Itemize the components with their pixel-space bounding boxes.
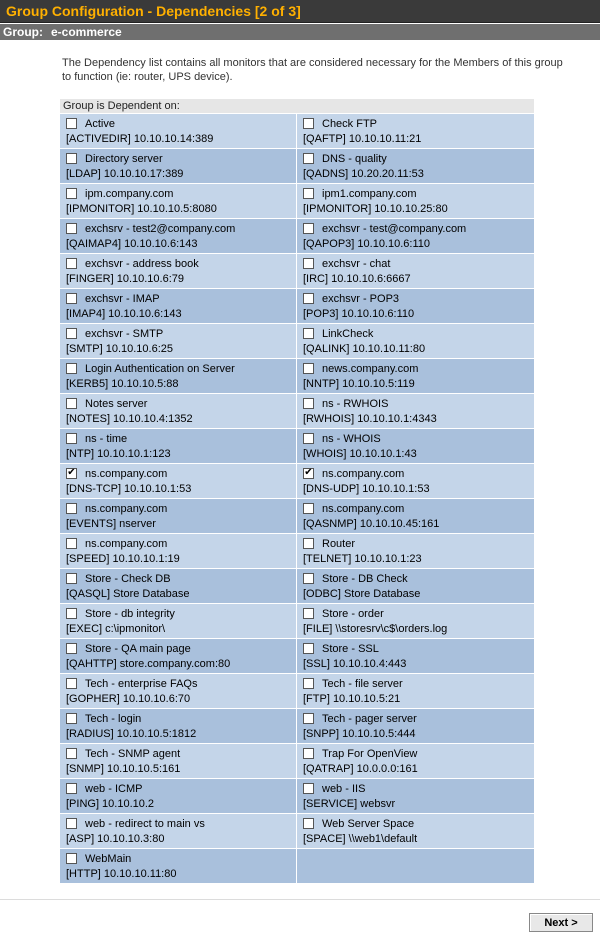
monitor-name: Directory server <box>85 153 163 165</box>
monitor-detail: [SNPP] 10.10.10.5:444 <box>303 728 416 740</box>
monitor-name-line <box>66 152 296 167</box>
monitor-name-line <box>66 782 296 797</box>
monitor-name: Tech - login <box>85 713 142 725</box>
monitor-row <box>60 639 534 674</box>
monitor-detail: [SNMP] 10.10.10.5:161 <box>66 763 181 775</box>
monitor-name-line <box>303 187 534 202</box>
page-title: Group Configuration - Dependencies [2 of 3] <box>0 0 600 23</box>
monitor-detail: [EVENTS] nserver <box>66 518 156 530</box>
monitor-row <box>60 464 534 499</box>
monitor-name: ns - WHOIS <box>322 433 381 445</box>
monitor-row <box>60 324 534 359</box>
monitor-checkbox[interactable] <box>66 538 77 549</box>
monitor-name: Tech - enterprise FAQs <box>85 678 198 690</box>
monitor-item <box>60 464 297 499</box>
monitor-name: Check FTP <box>322 118 378 130</box>
monitor-name-line <box>66 852 296 867</box>
monitor-item <box>297 674 534 709</box>
monitor-item <box>297 744 534 779</box>
dependency-list-header: Group is Dependent on: <box>60 99 534 114</box>
monitor-name: Web Server Space <box>322 818 415 830</box>
monitor-name: Store - db integrity <box>85 608 175 620</box>
monitor-row <box>60 569 534 604</box>
monitor-row <box>60 779 534 814</box>
monitor-name: ns.company.com <box>322 468 405 480</box>
monitor-detail: [POP3] 10.10.10.6:110 <box>303 308 415 320</box>
monitor-checkbox[interactable] <box>303 433 314 444</box>
monitor-detail: [IPMONITOR] 10.10.10.25:80 <box>303 203 448 215</box>
monitor-name: Store - order <box>322 608 384 620</box>
monitor-checkbox[interactable] <box>66 398 77 409</box>
monitor-name-line <box>303 222 534 237</box>
monitor-item <box>297 324 534 359</box>
monitor-name-line <box>66 222 296 237</box>
monitor-item <box>297 499 534 534</box>
monitor-checkbox[interactable] <box>303 223 314 234</box>
monitor-item <box>60 394 297 429</box>
monitor-name: news.company.com <box>322 363 419 375</box>
monitor-name-line <box>66 607 296 622</box>
monitor-checkbox[interactable] <box>66 853 77 864</box>
monitor-item <box>60 814 297 849</box>
monitor-name-line <box>66 432 296 447</box>
monitor-detail: [QAPOP3] 10.10.10.6:110 <box>303 238 430 250</box>
monitor-detail: [HTTP] 10.10.10.11:80 <box>66 868 177 880</box>
monitor-item <box>297 289 534 324</box>
monitor-item <box>297 534 534 569</box>
monitor-checkbox[interactable] <box>303 398 314 409</box>
monitor-detail: [IRC] 10.10.10.6:6667 <box>303 273 411 285</box>
monitor-checkbox[interactable]: ✔ <box>67 467 76 478</box>
monitor-checkbox[interactable] <box>303 783 314 794</box>
monitor-name: ipm.company.com <box>85 188 174 200</box>
monitor-checkbox[interactable] <box>303 188 314 199</box>
monitor-name-line <box>303 747 534 762</box>
monitor-name-line <box>66 502 296 517</box>
monitor-name: Store - Check DB <box>85 573 171 585</box>
monitor-name-line <box>66 292 296 307</box>
monitor-item <box>60 289 297 324</box>
monitor-name: Store - QA main page <box>85 643 191 655</box>
monitor-item <box>297 219 534 254</box>
monitor-detail: [QATRAP] 10.0.0.0:161 <box>303 763 418 775</box>
monitor-name-line <box>66 537 296 552</box>
monitor-detail: [FTP] 10.10.10.5:21 <box>303 693 401 705</box>
monitor-detail: [QASNMP] 10.10.10.45:161 <box>303 518 440 530</box>
monitor-checkbox[interactable] <box>66 503 77 514</box>
monitor-name-line <box>303 572 534 587</box>
monitor-checkbox[interactable] <box>66 223 77 234</box>
monitor-checkbox[interactable] <box>303 678 314 689</box>
dependency-rows <box>60 114 534 884</box>
monitor-item <box>60 849 297 884</box>
monitor-name: Store - DB Check <box>322 573 408 585</box>
monitor-name-line <box>303 502 534 517</box>
monitor-name-line <box>303 817 534 832</box>
monitor-detail: [QALINK] 10.10.10.11:80 <box>303 343 426 355</box>
monitor-checkbox[interactable] <box>66 258 77 269</box>
monitor-name: web - IIS <box>322 783 366 795</box>
monitor-name-line <box>66 327 296 342</box>
monitor-checkbox[interactable] <box>66 328 77 339</box>
monitor-name: exchsvr - IMAP <box>85 293 160 305</box>
next-button[interactable]: Next > <box>529 913 593 932</box>
monitor-item <box>60 744 297 779</box>
monitor-checkbox[interactable] <box>303 118 314 129</box>
monitor-name: exchsrv - test2@company.com <box>85 223 236 235</box>
monitor-item <box>60 324 297 359</box>
footer-divider <box>0 899 600 900</box>
monitor-name: Tech - file server <box>322 678 403 690</box>
monitor-row <box>60 709 534 744</box>
description-text: The Dependency list contains all monitors that are considered necessary for the Members of this group to function (ie: router, UPS device). <box>62 57 563 83</box>
monitor-item <box>60 674 297 709</box>
monitor-name-line <box>66 642 296 657</box>
monitor-checkbox[interactable] <box>303 293 314 304</box>
monitor-detail: [EXEC] c:\ipmonitor\ <box>66 623 166 635</box>
monitor-detail: [RADIUS] 10.10.10.5:1812 <box>66 728 197 740</box>
monitor-name: Tech - pager server <box>322 713 417 725</box>
monitor-checkbox[interactable] <box>303 748 314 759</box>
monitor-checkbox[interactable] <box>303 363 314 374</box>
monitor-detail: [FINGER] 10.10.10.6:79 <box>66 273 185 285</box>
monitor-name: exchsvr - chat <box>322 258 391 270</box>
monitor-checkbox[interactable] <box>303 643 314 654</box>
monitor-name-line <box>66 747 296 762</box>
monitor-item <box>297 639 534 674</box>
monitor-detail: [KERB5] 10.10.10.5:88 <box>66 378 179 390</box>
monitor-checkbox[interactable] <box>66 118 77 129</box>
monitor-name-line <box>66 397 296 412</box>
monitor-row <box>60 394 534 429</box>
monitor-name-line <box>303 292 534 307</box>
monitor-item <box>297 779 534 814</box>
monitor-detail: [FILE] \\storesrv\c$\orders.log <box>303 623 448 635</box>
monitor-row <box>60 114 534 149</box>
monitor-name: ns.company.com <box>85 538 168 550</box>
monitor-detail: [NTP] 10.10.10.1:123 <box>66 448 171 460</box>
monitor-name: Active <box>85 118 115 130</box>
monitor-item <box>60 149 297 184</box>
monitor-checkbox[interactable] <box>303 258 314 269</box>
monitor-checkbox[interactable] <box>66 153 77 164</box>
monitor-row <box>60 289 534 324</box>
monitor-name-line <box>303 677 534 692</box>
monitor-name: ipm1.company.com <box>322 188 417 200</box>
monitor-checkbox[interactable] <box>66 293 77 304</box>
monitor-detail: [ASP] 10.10.10.3:80 <box>66 833 165 845</box>
monitor-detail: [RWHOIS] 10.10.10.1:4343 <box>303 413 437 425</box>
monitor-row <box>60 604 534 639</box>
monitor-name: Trap For OpenView <box>322 748 418 760</box>
empty-cell <box>297 849 534 884</box>
monitor-item <box>60 779 297 814</box>
monitor-detail: [SSL] 10.10.10.4:443 <box>303 658 407 670</box>
monitor-name: Notes server <box>85 398 148 410</box>
monitor-name: exchsvr - POP3 <box>322 293 400 305</box>
monitor-row <box>60 219 534 254</box>
monitor-row <box>60 814 534 849</box>
monitor-detail: [QAFTP] 10.10.10.11:21 <box>303 133 422 145</box>
monitor-name-line <box>303 397 534 412</box>
monitor-checkbox[interactable] <box>66 678 77 689</box>
monitor-detail: [SPEED] 10.10.10.1:19 <box>66 553 180 565</box>
monitor-item <box>297 569 534 604</box>
monitor-name: Store - SSL <box>322 643 379 655</box>
monitor-checkbox[interactable] <box>303 608 314 619</box>
monitor-detail: [IPMONITOR] 10.10.10.5:8080 <box>66 203 217 215</box>
monitor-name: exchsvr - address book <box>85 258 199 270</box>
monitor-item <box>297 394 534 429</box>
monitor-item <box>297 429 534 464</box>
monitor-checkbox[interactable] <box>303 153 314 164</box>
monitor-name-line <box>303 117 534 132</box>
monitor-item <box>60 184 297 219</box>
monitor-name: ns.company.com <box>85 503 168 515</box>
monitor-checkbox[interactable] <box>66 433 77 444</box>
monitor-detail: [TELNET] 10.10.10.1:23 <box>303 553 422 565</box>
monitor-item <box>297 149 534 184</box>
monitor-item <box>297 114 534 149</box>
monitor-name: Router <box>322 538 356 550</box>
monitor-detail: [QAHTTP] store.company.com:80 <box>66 658 231 670</box>
group-label: Group: <box>3 25 43 39</box>
monitor-name-line <box>66 257 296 272</box>
monitor-name-line <box>303 712 534 727</box>
monitor-detail: [ACTIVEDIR] 10.10.10.14:389 <box>66 133 214 145</box>
monitor-item <box>60 709 297 744</box>
monitor-item <box>297 184 534 219</box>
monitor-name-line <box>66 187 296 202</box>
monitor-checkbox[interactable] <box>66 573 77 584</box>
monitor-name-line <box>303 467 534 482</box>
monitor-detail: [ODBC] Store Database <box>303 588 421 600</box>
monitor-name-line <box>303 782 534 797</box>
monitor-name: ns - RWHOIS <box>322 398 389 410</box>
monitor-name: ns - time <box>85 433 128 445</box>
monitor-row <box>60 184 534 219</box>
monitor-name: LinkCheck <box>322 328 374 340</box>
monitor-name-line <box>303 432 534 447</box>
monitor-item <box>297 254 534 289</box>
monitor-detail: [WHOIS] 10.10.10.1:43 <box>303 448 417 460</box>
monitor-item <box>60 219 297 254</box>
monitor-row <box>60 359 534 394</box>
monitor-row <box>60 254 534 289</box>
monitor-item <box>297 604 534 639</box>
monitor-name: ns.company.com <box>322 503 405 515</box>
monitor-name-line <box>303 152 534 167</box>
monitor-detail: [IMAP4] 10.10.10.6:143 <box>66 308 182 320</box>
monitor-detail: [SPACE] \\web1\default <box>303 833 418 845</box>
monitor-checkbox[interactable] <box>66 363 77 374</box>
monitor-checkbox[interactable] <box>66 643 77 654</box>
monitor-detail: [SMTP] 10.10.10.6:25 <box>66 343 174 355</box>
monitor-row <box>60 744 534 779</box>
monitor-name-line <box>303 362 534 377</box>
monitor-checkbox[interactable] <box>66 783 77 794</box>
monitor-checkbox[interactable] <box>303 573 314 584</box>
monitor-item <box>60 114 297 149</box>
dependency-list <box>60 99 534 884</box>
monitor-name-line <box>66 712 296 727</box>
monitor-name: ns.company.com <box>85 468 168 480</box>
monitor-detail: [NOTES] 10.10.10.4:1352 <box>66 413 193 425</box>
monitor-checkbox[interactable] <box>303 328 314 339</box>
monitor-row <box>60 849 534 884</box>
monitor-checkbox[interactable] <box>66 818 77 829</box>
monitor-item <box>297 464 534 499</box>
monitor-name: Tech - SNMP agent <box>85 748 181 760</box>
monitor-row <box>60 534 534 569</box>
monitor-item <box>60 569 297 604</box>
monitor-name-line <box>66 467 296 482</box>
monitor-checkbox[interactable] <box>66 748 77 759</box>
monitor-item <box>297 709 534 744</box>
monitor-checkbox[interactable] <box>66 608 77 619</box>
group-bar <box>0 24 600 40</box>
monitor-name-line <box>66 117 296 132</box>
monitor-checkbox[interactable] <box>66 713 77 724</box>
monitor-item <box>297 814 534 849</box>
monitor-row <box>60 429 534 464</box>
monitor-name-line <box>303 607 534 622</box>
monitor-item <box>60 429 297 464</box>
monitor-detail: [PING] 10.10.10.2 <box>66 798 155 810</box>
monitor-name: web - redirect to main vs <box>85 818 205 830</box>
monitor-checkbox[interactable] <box>303 538 314 549</box>
monitor-name: WebMain <box>85 853 132 865</box>
monitor-detail: [DNS-UDP] 10.10.10.1:53 <box>303 483 430 495</box>
monitor-name-line <box>303 257 534 272</box>
monitor-row <box>60 499 534 534</box>
monitor-checkbox[interactable] <box>66 188 77 199</box>
monitor-detail: [SERVICE] websvr <box>303 798 396 810</box>
monitor-name-line <box>66 572 296 587</box>
monitor-checkbox[interactable]: ✔ <box>304 467 313 478</box>
group-name: e-commerce <box>51 25 122 39</box>
monitor-row <box>60 149 534 184</box>
monitor-item <box>60 359 297 394</box>
monitor-detail: [GOPHER] 10.10.10.6:70 <box>66 693 191 705</box>
monitor-name: exchsvr - test@company.com <box>322 223 467 235</box>
monitor-name: DNS - quality <box>322 153 387 165</box>
monitor-detail: [NNTP] 10.10.10.5:119 <box>303 378 415 390</box>
monitor-item <box>60 534 297 569</box>
monitor-detail: [DNS-TCP] 10.10.10.1:53 <box>66 483 192 495</box>
monitor-checkbox[interactable] <box>303 503 314 514</box>
monitor-name: web - ICMP <box>85 783 143 795</box>
monitor-item <box>297 359 534 394</box>
monitor-detail: [QASQL] Store Database <box>66 588 190 600</box>
monitor-name: exchsvr - SMTP <box>85 328 164 340</box>
monitor-name: Login Authentication on Server <box>85 363 235 375</box>
monitor-row <box>60 674 534 709</box>
monitor-item <box>60 254 297 289</box>
monitor-detail: [QADNS] 10.20.20.11:53 <box>303 168 424 180</box>
monitor-name-line <box>303 537 534 552</box>
monitor-item <box>60 639 297 674</box>
monitor-detail: [QAIMAP4] 10.10.10.6:143 <box>66 238 198 250</box>
monitor-item <box>60 499 297 534</box>
monitor-checkbox[interactable] <box>303 713 314 724</box>
monitor-name-line <box>66 677 296 692</box>
monitor-name-line <box>66 817 296 832</box>
monitor-name-line <box>303 642 534 657</box>
monitor-name-line <box>66 362 296 377</box>
monitor-detail: [LDAP] 10.10.10.17:389 <box>66 168 184 180</box>
monitor-checkbox[interactable] <box>303 818 314 829</box>
monitor-name-line <box>303 327 534 342</box>
monitor-item <box>60 604 297 639</box>
